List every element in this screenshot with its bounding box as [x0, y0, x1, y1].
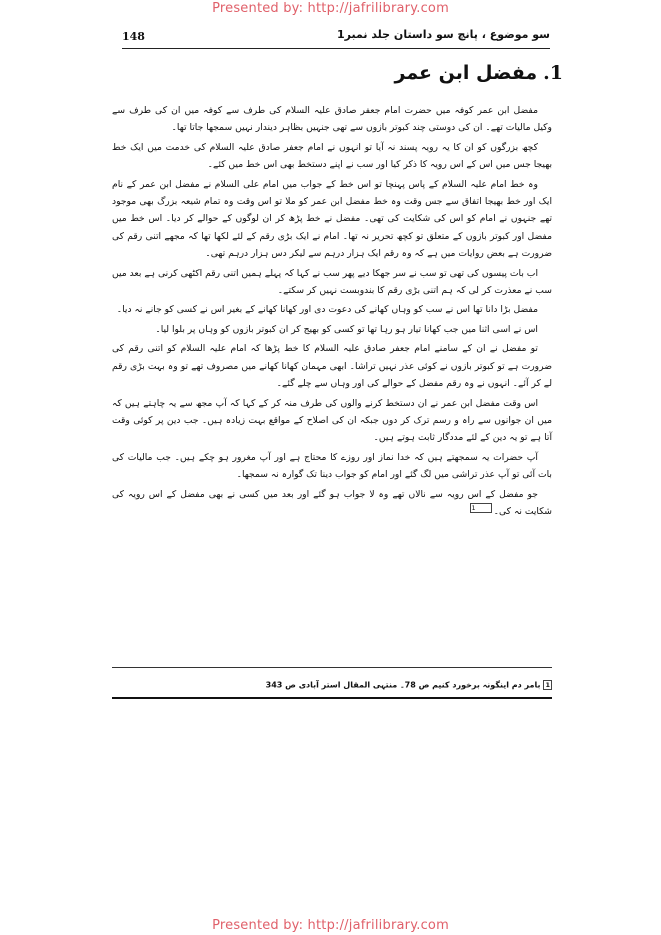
- body-text: [112, 102, 552, 522]
- paragraph-6: اس نے اسی اثنا میں جب کھانا تیار ہو رہا تھا تو کسی کو بھیج کر ان کبوتر بازوں کو وہاں پر بلوا لیا۔: [155, 323, 538, 335]
- chapter-number: 1.: [543, 62, 563, 84]
- running-head: [122, 28, 550, 49]
- paragraph-1: مفضل ابن عمر کوفہ میں حضرت امام جعفر صادق علیہ السلام کی طرف سے کوفہ میں ان کی طرف سے وکیل مالیات تھے۔ ان کی دوستی چند کبوتر بازوں سے تھی جنہیں بظاہر دیندار نہیں سمجھا جاتا تھا۔: [112, 105, 552, 134]
- chapter-heading: [395, 62, 564, 84]
- page-number: 148: [122, 30, 145, 43]
- bottom-rule: [112, 697, 552, 699]
- paragraph-7: تو مفضل نے ان کے سامنے امام جعفر صادق علیہ السلام کا خط پڑھا کہ امام علیہ السلام کو اتنی رقم کی ضرورت ہے تو کبوتر بازوں نے کوئی عذر نہیں تراشا۔ ابھی مہمان کھانا کھانے میں مصروف تھے تو وہ بہت بڑی رقم لے کر آئے۔ انہوں نے وہ رقم مفضل کے حوالے کی اور وہاں سے چلے گئے۔: [112, 343, 552, 390]
- paragraph-4: اب بات پیسوں کی تھی تو سب نے سر جھکا دیے پھر سب نے کہا کہ پہلے ہمیں اتنی رقم اکٹھی کرنی ہے بعد میں سب نے معذرت کر لی کہ ہم اتنی بڑی رقم کا بندوبست نہیں کر سکتے۔: [111, 267, 552, 297]
- paragraph-5: مفضل بڑا دانا تھا اس نے سب کو وہاں کھانے کی دعوت دی اور کھانا کھانے کے بغیر اس نے کسی کو جانے نہ دیا۔: [116, 304, 538, 316]
- footnote-text: بامر دم اینگونہ برخورد کنیم ص 78۔ منتہی المقال استر آبادی ص 343: [265, 680, 541, 690]
- footnote-marker: 1: [545, 681, 550, 689]
- paragraph-10-text: جو مفضل کے اس رویہ سے نالاں تھے وہ لا جواب ہو گئے اور بعد میں کسی نے بھی مفضل کے اس رویہ کی شکایت نہ کی۔: [112, 488, 552, 517]
- chapter-title: مفضل ابن عمر: [394, 62, 538, 84]
- paragraph-9: آپ حضرات یہ سمجھتے ہیں کہ خدا نماز اور روزے کا محتاج ہے اور آپ مغرور ہو چکے ہیں۔ جب مالیات کی بات آئی تو آپ عذر تراشی میں لگ گئے اور امام کو جواب دینا تک گوارہ نہ سمجھا۔: [112, 451, 552, 481]
- paragraph-8: اس وقت مفضل ابن عمر نے ان دستخط کرنے والوں کی طرف منہ کر کے کہا کہ آپ مجھ سے یہ چاہتے ہیں کہ میں ان جوانوں سے راہ و رسم ترک کر دوں جبکہ ان کی اصلاح کے مواقع بہت زیادہ ہیں۔ جب دین پر کوئی وقت آتا ہے تو یہ دین کے لئے مددگار ثابت ہوتے ہیں۔: [112, 397, 552, 444]
- watermark-top: Presented by: http://jafrilibrary.com: [212, 1, 449, 16]
- paragraph-10: [112, 486, 552, 521]
- footnote-reference[interactable]: 1: [470, 503, 492, 513]
- footnote-divider: [112, 667, 552, 668]
- footnote: [112, 680, 552, 690]
- paragraph-2: کچھ بزرگوں کو ان کا یہ رویہ پسند نہ آیا تو انہوں نے امام جعفر صادق علیہ السلام کی خدمت میں ایک خط بھیجا جس میں اس کے اس رویہ کا ذکر کیا اور سب نے اپنے دستخط بھی اس خط میں کئے۔: [112, 141, 552, 171]
- paragraph-3: وہ خط امام علیہ السلام کے پاس پہنچا تو اس خط کے جواب میں امام علی السلام نے مفضل ابن عمر کے نام ایک اور خط بھیجا اتفاق سے جس وقت وہ خط مفضل ابن عمر کو ملا تو اس وقت وہ تمام شیعہ بزرگ بھی موجود تھے جنہوں نے امام کو اس کی شکایت کی تھی۔ مفضل نے خط پڑھ کر ان لوگوں کے حوالے کر دیا۔ اس خط میں مفضل اور کبوتر بازوں کے متعلق تو کچھ تحریر نہ تھا۔ امام نے ایک بڑی رقم کے لئے لکھا تھا کہ مجھے اتنی رقم کی ضرورت ہے بعض روایات میں ہے کہ وہ رقم ایک ہزار درہم سے لیکر دس ہزار درہم تھی۔: [112, 178, 552, 260]
- book-title: سو موضوع ، پانچ سو داستان جلد نمبر1: [337, 28, 550, 41]
- watermark-bottom: Presented by: http://jafrilibrary.com: [212, 918, 449, 933]
